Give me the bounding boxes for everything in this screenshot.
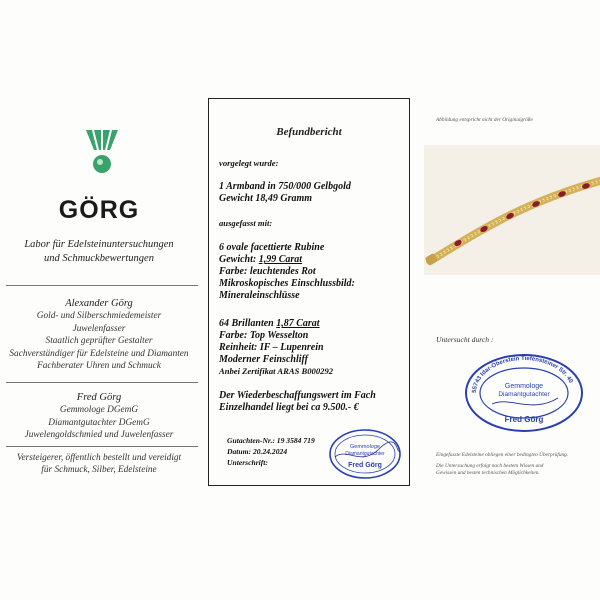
- item-line: 1 Armband in 750/000 Gelbgold: [219, 181, 351, 192]
- inclusions-line: Mineraleinschlüsse: [219, 290, 300, 301]
- person-name: Fred Görg: [76, 392, 122, 403]
- person-alexander: Alexander Görg Gold- und Silberschmiedemeister Juwelenfasser Staatlich geprüfter Gestalter Sachverständiger für Edelsteine und Diamanten Fachberater Uhren und Schmuck: [0, 298, 198, 372]
- stamp-subtitle: Diamantgutachter: [345, 451, 385, 457]
- stamp-title: Gemmologe: [350, 444, 380, 450]
- stamp-title: Gemmologe: [504, 383, 544, 390]
- presented-label: vorgelegt wurde:: [219, 158, 279, 168]
- image-caption: Abbildung entspricht nicht der Originalgröße: [436, 117, 533, 123]
- disclaimer-2: Die Untersuchung erfolgt nach bestem Wissen und Gewissen und besten technischen Möglichkeiten.: [436, 463, 544, 477]
- rubies-color: Farbe: leuchtendes Rot: [219, 266, 316, 277]
- signature-label: Unterschrift:: [227, 458, 268, 467]
- purity-line: Reinheit: IF – Lupenrein: [219, 342, 324, 353]
- divider: [6, 285, 198, 286]
- set-with-label: ausgefasst mit:: [219, 218, 273, 228]
- stamp-name: Fred Görg: [504, 415, 544, 424]
- report-number: Gutachten-Nr.: 19 3584 719: [227, 436, 315, 445]
- person-fred: Fred Görg Gemmologe DGemG Diamantgutachter DGemG Juwelengoldschmied und Juwelenfasser: [0, 392, 198, 442]
- letterhead-column: [0, 0, 198, 600]
- gem-logo-icon: [84, 128, 120, 176]
- oval-stamp: [327, 427, 403, 481]
- rubies-line: 6 ovale facettierte Rubine: [219, 242, 325, 253]
- brilliants-color: Farbe: Top Wesselton: [219, 330, 309, 341]
- stamp-ring-text: 55743 Idar-Oberstein Tiefensteiner Str. 40: [471, 355, 574, 394]
- divider: [6, 446, 198, 447]
- bracelet-image: [424, 145, 600, 275]
- report-date: Datum: 20.24.2024: [227, 447, 288, 456]
- person-name: Alexander Görg: [65, 298, 133, 309]
- brand-name: GÖRG: [58, 196, 140, 224]
- cut-line: Moderner Feinschliff: [219, 354, 308, 365]
- divider: [6, 382, 198, 383]
- bracelet-photo: [424, 145, 600, 275]
- value-line-1: Der Wiederbeschaffungswert im Fach: [219, 390, 376, 401]
- rubies-weight: Gewicht: 1,99 Carat: [219, 254, 303, 265]
- round-stamp: [462, 352, 586, 434]
- item-weight: Gewicht 18,49 Gramm: [219, 193, 313, 204]
- lab-description: Labor für Edelsteinuntersuchungen und Schmuckbewertungen: [24, 239, 174, 264]
- brilliants-line: 64 Brillanten 1,87 Carat: [219, 318, 320, 329]
- examined-by-label: Untersucht durch :: [436, 335, 494, 344]
- stamp-subtitle: Diamantgutachter: [498, 391, 550, 398]
- certificate-line: Anbei Zertifikat ARAS B000292: [219, 366, 334, 376]
- auctioneer-note: Versteigerer, öffentlich bestellt und vereidigt für Schmuck, Silber, Edelsteine: [16, 453, 182, 476]
- stamp-name: Fred Görg: [348, 462, 382, 469]
- report-box: [208, 98, 410, 486]
- disclaimer-1: Eingefasste Edelsteine obliegen einer bedingten Überprüfung.: [436, 452, 569, 458]
- value-line-2: Einzelhandel liegt bei ca 9.500.- €: [219, 402, 359, 413]
- micro-line: Mikroskopisches Einschlussbild:: [219, 278, 355, 289]
- report-title: Befundbericht: [276, 126, 342, 138]
